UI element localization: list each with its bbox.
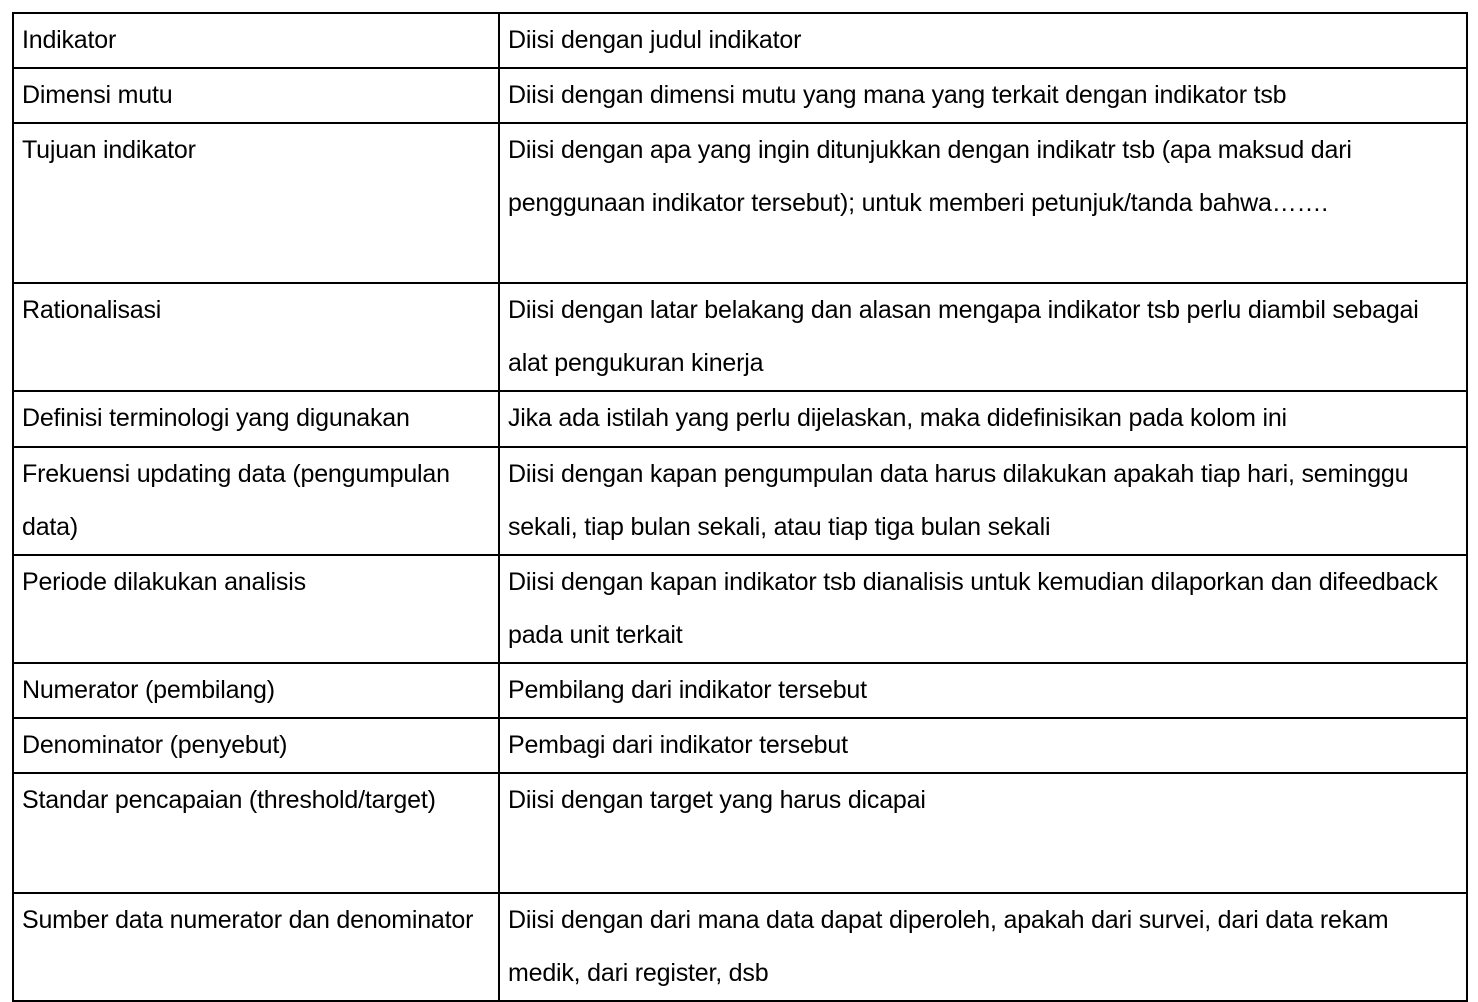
row-description: Diisi dengan latar belakang dan alasan mengapa indikator tsb perlu diambil sebagai alat pengukuran kinerja xyxy=(508,296,1419,377)
row-description: Diisi dengan kapan pengumpulan data harus dilakukan apakah tiap hari, seminggu sekali, tiap bulan sekali, atau tiap tiga bulan sekali xyxy=(508,460,1409,541)
table-row xyxy=(13,555,1467,663)
row-label-cell xyxy=(13,123,499,283)
row-label-cell xyxy=(13,555,499,663)
row-description: Pembilang dari indikator tersebut xyxy=(508,676,867,704)
row-description-cell xyxy=(499,663,1467,718)
row-description: Diisi dengan kapan indikator tsb dianalisis untuk kemudian dilaporkan dan difeedback pada unit terkait xyxy=(508,568,1438,649)
row-description: Jika ada istilah yang perlu dijelaskan, maka didefinisikan pada kolom ini xyxy=(508,404,1287,432)
row-label: Standar pencapaian (threshold/target) xyxy=(22,786,436,814)
row-description: Pembagi dari indikator tersebut xyxy=(508,731,848,759)
row-label-cell xyxy=(13,447,499,555)
row-description: Diisi dengan dari mana data dapat diperoleh, apakah dari survei, dari data rekam medik, dari register, dsb xyxy=(508,906,1389,987)
row-description-cell xyxy=(499,391,1467,447)
table-row xyxy=(13,663,1467,718)
table-row xyxy=(13,123,1467,283)
row-label-cell xyxy=(13,718,499,773)
table-row xyxy=(13,13,1467,68)
row-description-cell xyxy=(499,68,1467,123)
row-label-cell xyxy=(13,283,499,391)
row-label-cell xyxy=(13,893,499,1001)
row-label: Numerator (pembilang) xyxy=(22,676,275,704)
row-label-cell xyxy=(13,13,499,68)
row-description-cell xyxy=(499,555,1467,663)
table-row xyxy=(13,773,1467,893)
row-description: Diisi dengan dimensi mutu yang mana yang terkait dengan indikator tsb xyxy=(508,81,1287,109)
row-description-cell xyxy=(499,283,1467,391)
row-description-cell xyxy=(499,893,1467,1001)
row-label: Rationalisasi xyxy=(22,296,162,324)
row-label: Dimensi mutu xyxy=(22,81,173,109)
row-description-cell xyxy=(499,447,1467,555)
table-row xyxy=(13,447,1467,555)
indicator-profile-table xyxy=(12,12,1468,1002)
row-label-cell xyxy=(13,773,499,893)
table-row xyxy=(13,391,1467,447)
row-label: Frekuensi updating data (pengumpulan data) xyxy=(22,460,450,541)
row-label: Tujuan indikator xyxy=(22,136,196,164)
row-label-cell xyxy=(13,391,499,447)
row-description-cell xyxy=(499,773,1467,893)
row-label: Indikator xyxy=(22,26,117,54)
row-description-cell xyxy=(499,718,1467,773)
row-description-cell xyxy=(499,123,1467,283)
row-description-cell xyxy=(499,13,1467,68)
row-label-cell xyxy=(13,68,499,123)
table-row xyxy=(13,893,1467,1001)
table-row xyxy=(13,283,1467,391)
table-row xyxy=(13,68,1467,123)
row-label-cell xyxy=(13,663,499,718)
row-description: Diisi dengan target yang harus dicapai xyxy=(508,786,926,814)
row-label: Periode dilakukan analisis xyxy=(22,568,306,596)
row-label: Denominator (penyebut) xyxy=(22,731,288,759)
row-label: Definisi terminologi yang digunakan xyxy=(22,404,410,432)
row-label: Sumber data numerator dan denominator xyxy=(22,906,474,934)
table-row xyxy=(13,718,1467,773)
row-description: Diisi dengan judul indikator xyxy=(508,26,802,54)
row-description: Diisi dengan apa yang ingin ditunjukkan dengan indikatr tsb (apa maksud dari penggunaan indikator tersebut); untuk memberi petunjuk/tanda bahwa……. xyxy=(508,136,1352,217)
